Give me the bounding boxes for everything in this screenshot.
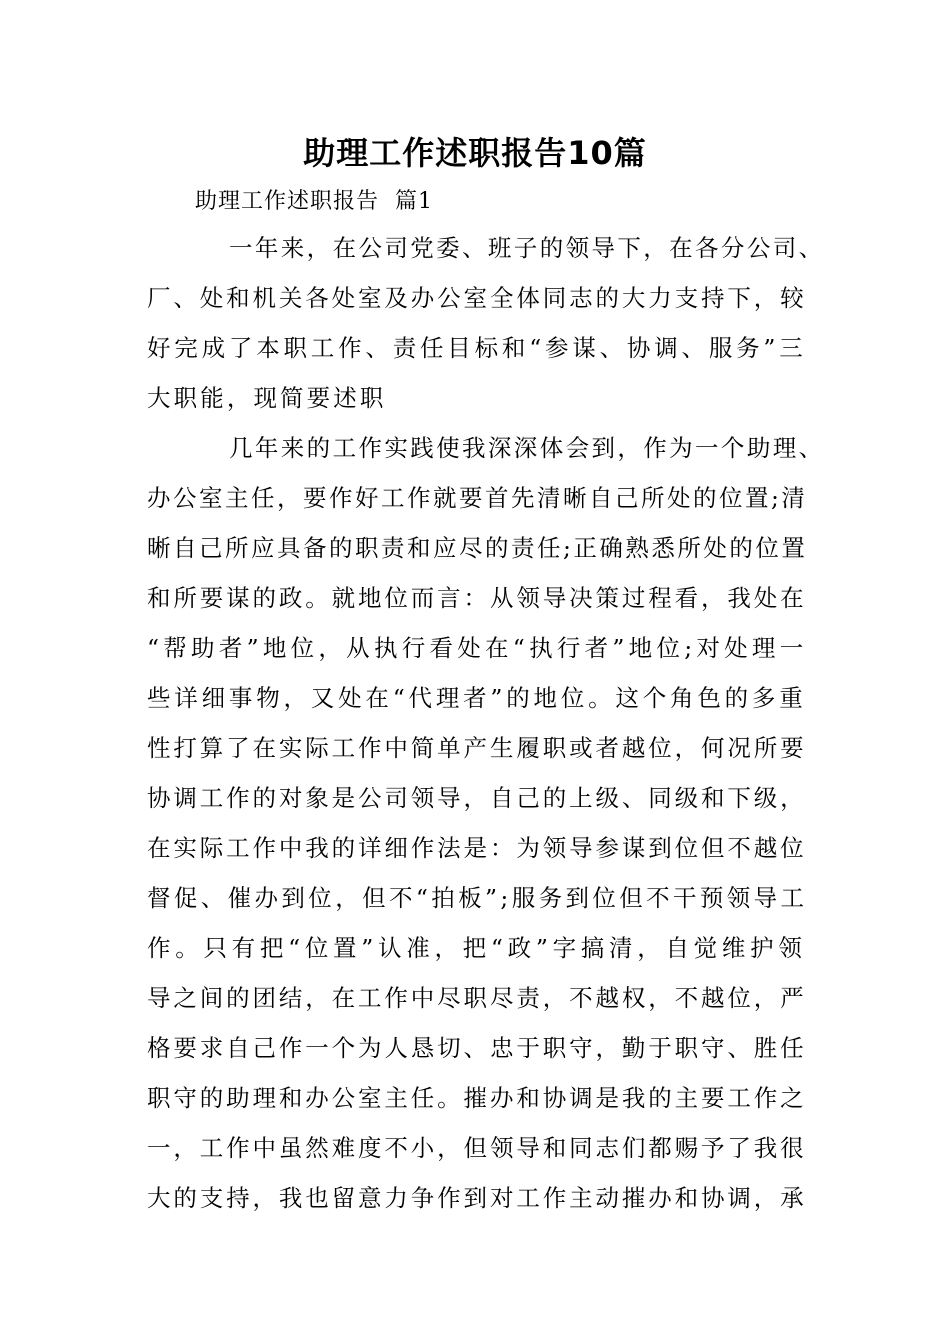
paragraph-line: 一年来，在公司党委、班子的领导下，在各分公司、 [229,234,825,262]
document-title: 助理工作述职报告10篇 [303,134,647,172]
paragraph-line: 格要求自己作一个为人恳切、忠于职守，勤于职守、胜任 [147,1034,807,1062]
paragraph-line: 作。只有把“位置”认准，把“政”字搞清，自觉维护领 [147,934,807,962]
paragraph-line: “帮助者”地位，从执行看处在“执行者”地位;对处理一 [147,634,808,662]
paragraph-line: 些详细事物，又处在“代理者”的地位。这个角色的多重 [147,684,807,712]
paragraph-line: 大的支持，我也留意力争作到对工作主动摧办和协调，承 [147,1184,807,1212]
paragraph-line: 好完成了本职工作、责任目标和“参谋、协调、服务”三 [147,334,807,362]
paragraph-line: 督促、催办到位，但不“拍板”;服务到位但不干预领导工 [147,884,808,912]
paragraph-line: 办公室主任，要作好工作就要首先清晰自己所处的位置;清 [147,484,808,512]
paragraph-line: 大职能，现简要述职 [147,384,387,412]
paragraph-line: 一，工作中虽然难度不小，但领导和同志们都赐予了我很 [147,1134,807,1162]
paragraph-line: 性打算了在实际工作中简单产生履职或者越位，何况所要 [147,734,807,762]
paragraph-line: 几年来的工作实践使我深深体会到，作为一个助理、 [229,434,825,462]
paragraph-line: 厂、处和机关各处室及办公室全体同志的大力支持下，较 [147,284,807,312]
paragraph-line: 晰自己所应具备的职责和应尽的责任;正确熟悉所处的位置 [147,534,808,562]
paragraph-line: 协调工作的对象是公司领导，自己的上级、同级和下级， [147,784,807,812]
paragraph-line: 导之间的团结，在工作中尽职尽责，不越权，不越位，严 [147,984,807,1012]
section-heading: 助理工作述职报告 篇1 [195,189,433,214]
paragraph-line: 和所要谋的政。就地位而言：从领导决策过程看，我处在 [147,584,807,612]
paragraph-line: 在实际工作中我的详细作法是：为领导参谋到位但不越位 [147,834,807,862]
paragraph-line: 职守的助理和办公室主任。摧办和协调是我的主要工作之 [147,1084,807,1112]
